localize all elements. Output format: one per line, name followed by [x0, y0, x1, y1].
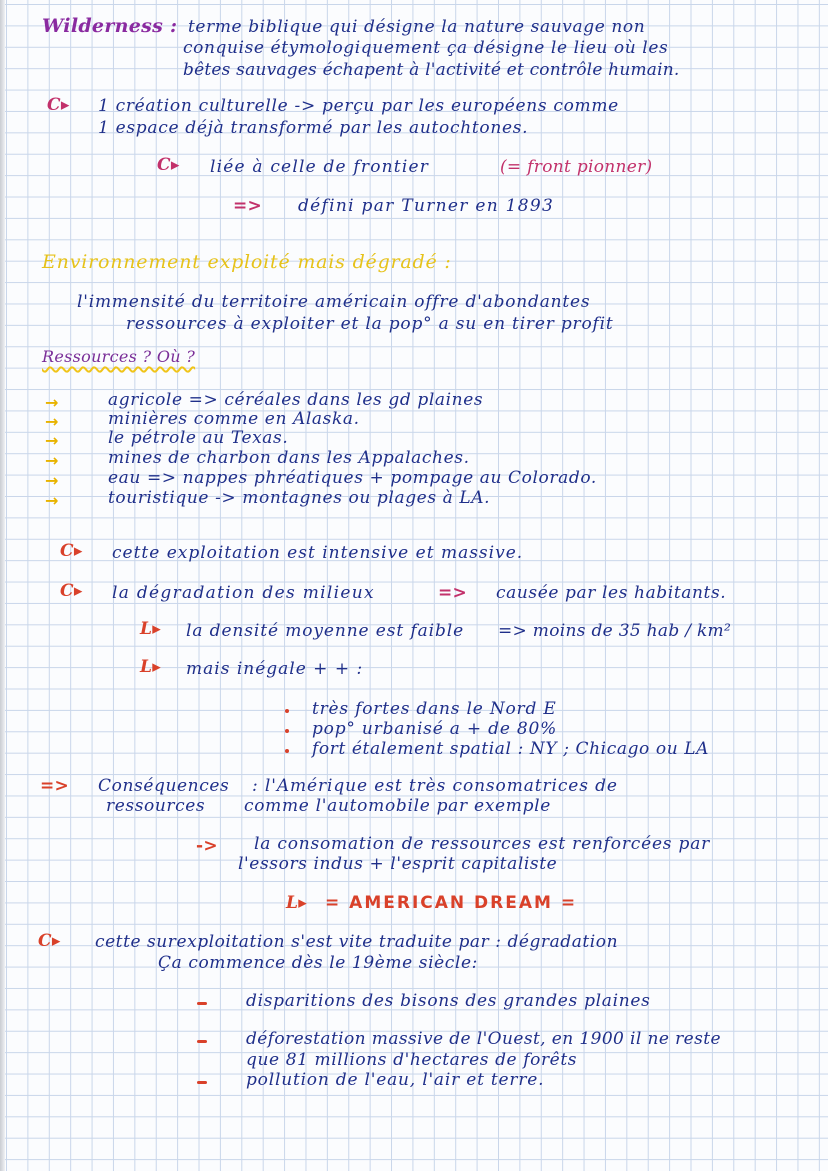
degradation-item: déforestation massive de l'Ouest, en 1900 il ne reste [246, 1029, 721, 1049]
list-dash [197, 1040, 207, 1043]
degradation-line-a: la dégradation des milieux [112, 583, 375, 603]
detail-item: pop° urbanisé a + de 80% [312, 719, 558, 739]
wilderness-def-line1: terme biblique qui désigne la nature sauvage non [188, 17, 646, 37]
density-line-b: => moins de 35 hab / km² [498, 621, 732, 641]
creation-line1: 1 création culturelle -> perçu par les européens comme [98, 96, 619, 116]
resource-arrow-icon: → [45, 412, 59, 431]
detail-bullet [285, 749, 289, 753]
density-arrow: L▸ [140, 619, 162, 639]
resource-arrow-icon: → [45, 471, 59, 490]
wilderness-def-line2: conquise étymologiquement ça désigne le lieu où les [183, 38, 669, 58]
creation-line2: 1 espace déjà transformé par les autochtones. [98, 118, 529, 138]
consequences-text-2: comme l'automobile par exemple [244, 796, 552, 816]
turner-arrow: => [233, 196, 263, 216]
consequences-text-1: : l'Amérique est très consomatrices de [252, 776, 618, 796]
resource-item: mines de charbon dans les Appalaches. [108, 448, 470, 468]
resource-item: agricole => céréales dans les gd plaines [108, 390, 484, 410]
degradation-item: disparitions des bisons des grandes plaines [246, 991, 651, 1011]
frontier-paren: (= front pionner) [500, 157, 653, 177]
detail-item: très fortes dans le Nord E [312, 699, 557, 719]
resource-item: eau => nappes phréatiques + pompage au Colorado. [108, 468, 597, 488]
section-intro-line2: ressources à exploiter et la pop° a su en tirer profit [126, 314, 614, 334]
degradation-line-b: => [438, 583, 468, 603]
resource-item: minières comme en Alaska. [108, 409, 360, 429]
degradation-item: que 81 millions d'hectares de forêts [246, 1050, 578, 1070]
inequal-arrow: L▸ [140, 657, 162, 677]
consequences-arrow: => [40, 776, 70, 796]
resource-item: touristique -> montagnes ou plages à LA. [108, 488, 491, 508]
detail-item: fort étalement spatial : NY ; Chicago ou LA [312, 739, 710, 759]
american-dream: = AMERICAN DREAM = [325, 893, 578, 913]
consequences-label-2: ressources [106, 796, 206, 816]
resource-item: le pétrole au Texas. [108, 428, 289, 448]
exploitation-arrow: C▸ [60, 541, 83, 561]
overexploitation-line2: Ça commence dès le 19ème siècle: [158, 953, 478, 973]
resource-arrow-icon: → [45, 451, 59, 470]
reinforce-arrow: -> [196, 836, 218, 856]
frontier-text: liée à celle de frontier [210, 157, 430, 177]
resource-arrow-icon: → [45, 393, 59, 412]
overexploitation-line1: cette surexploitation s'est vite traduite par : dégradation [95, 932, 619, 952]
resources-heading: Ressources ? Où ? [42, 347, 196, 366]
wilderness-title: Wilderness : [42, 15, 178, 37]
dream-arrow: L▸ [286, 893, 308, 913]
creation-arrow: C▸ [47, 95, 70, 115]
exploitation-line1: cette exploitation est intensive et massive. [112, 543, 524, 563]
resource-arrow-icon: → [45, 431, 59, 450]
detail-bullet [285, 729, 289, 733]
resource-arrow-icon: → [45, 491, 59, 510]
section-heading-environnement: Environnement exploité mais dégradé : [42, 251, 452, 273]
overexploitation-arrow: C▸ [38, 931, 61, 951]
degradation-line-c: causée par les habitants. [496, 583, 727, 603]
reinforce-line2: l'essors indus + l'esprit capitaliste [238, 854, 558, 874]
wilderness-def-line3: bêtes sauvages échapent à l'activité et contrôle humain. [183, 60, 680, 80]
consequences-label: Conséquences [98, 776, 230, 796]
turner-text: défini par Turner en 1893 [298, 196, 555, 216]
frontier-arrow: C▸ [157, 155, 180, 175]
inequal-text: mais inégale + + : [186, 659, 364, 679]
section-intro-line1: l'immensité du territoire américain offre d'abondantes [77, 292, 591, 312]
list-dash [197, 1002, 207, 1005]
degradation-arrow: C▸ [60, 581, 83, 601]
reinforce-line1: la consomation de ressources est renforcées par [254, 834, 711, 854]
degradation-item: pollution de l'eau, l'air et terre. [246, 1070, 545, 1090]
density-line-a: la densité moyenne est faible [186, 621, 465, 641]
list-dash [197, 1081, 207, 1084]
detail-bullet [285, 709, 289, 713]
